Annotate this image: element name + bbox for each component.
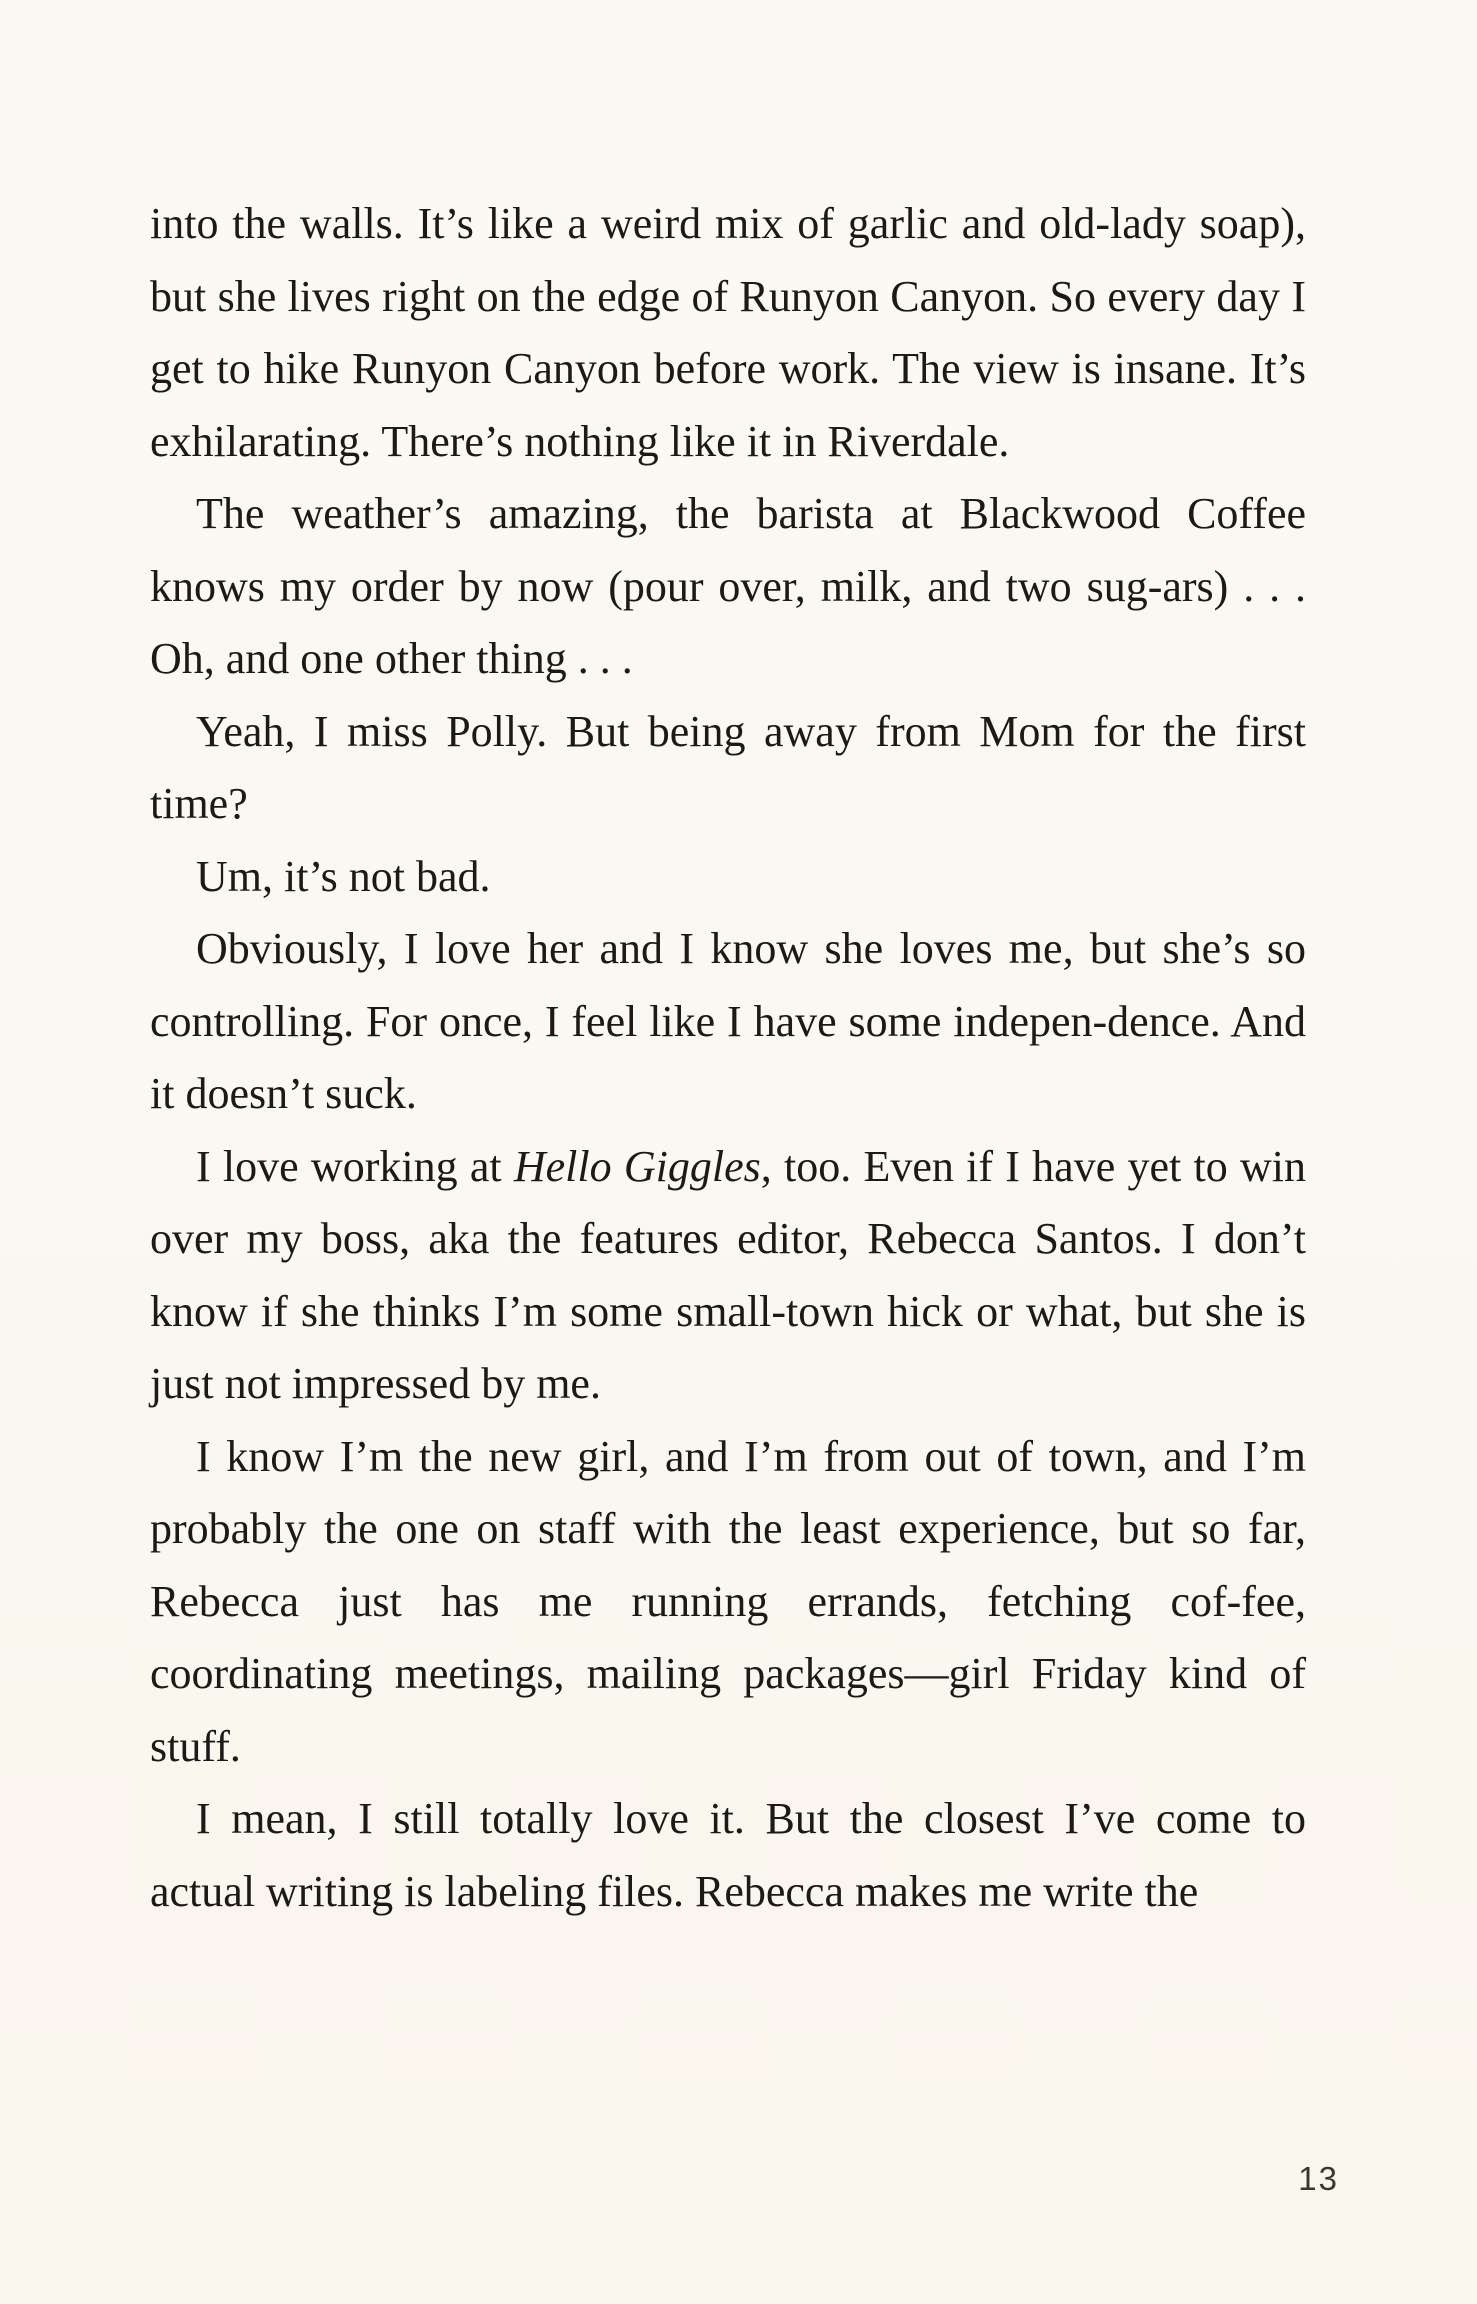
page-number: 13 [1298, 2160, 1339, 2197]
paragraph-4: Um, it’s not bad. [196, 851, 491, 901]
paragraph-6-end: , too. Even if I have yet to win over my boss, aka the features editor, Rebecca Santos. I don’t know if she thinks I’m some small-town hick or what, but she is just not impressed by me. [150, 1141, 1306, 1408]
paragraph-2: The weather’s amazing, the barista at Blackwood Coffee knows my order by now (pour over, milk, and two sug-ars) . . . Oh, and one other thing . . . [150, 489, 1306, 683]
paragraph-6-start: I love working at [196, 1141, 514, 1191]
paragraph-5: Obviously, I love her and I know she loves me, but she’s so controlling. For once, I feel like I have some indepen-dence. And it doesn’t suck. [150, 924, 1306, 1118]
body-text [150, 188, 1306, 1928]
paragraph-3: Yeah, I miss Polly. But being away from Mom for the first time? [150, 706, 1306, 828]
paragraph-7: I know I’m the new girl, and I’m from out of town, and I’m probably the one on staff with the least experience, but so far, Rebecca just has me running errands, fetching cof-fee, coordinating meetings, mailing packages—girl Friday kind of stuff. [150, 1431, 1306, 1771]
publication-title: Hello Giggles [513, 1141, 761, 1191]
paragraph-8: I mean, I still totally love it. But the closest I’ve come to actual writing is labeling files. Rebecca makes me write the [150, 1794, 1306, 1916]
paragraph-6 [150, 1131, 1306, 1421]
paragraph-1: into the walls. It’s like a weird mix of garlic and old-lady soap), but she lives right on the edge of Runyon Canyon. So every day I get to hike Runyon Canyon before work. The view is insane. It’s exhilarating. There’s nothing like it in Riverdale. [150, 199, 1306, 466]
